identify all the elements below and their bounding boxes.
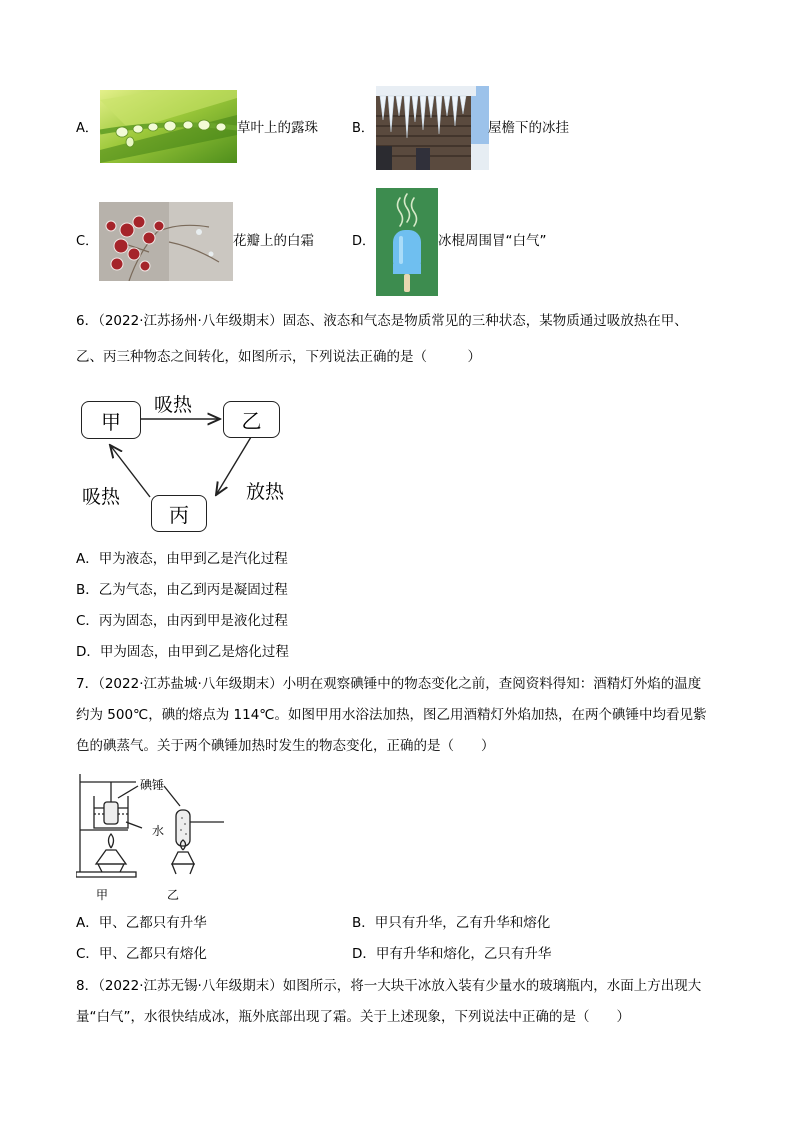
option-b: B．甲只有升华，乙有升华和熔化 bbox=[352, 915, 551, 931]
question-stem-line: 7．（2022·江苏盐城·八年级期末）小明在观察碘锤中的物态变化之前，查阅资料得知：酒精灯外焰的温度 bbox=[76, 676, 702, 692]
option-caption: 屋檐下的冰挂 bbox=[488, 120, 569, 136]
option-a: A．甲、乙都只有升华 bbox=[76, 915, 207, 931]
label-iodine-tube: 碘锤 bbox=[140, 778, 165, 792]
option-letter: C． bbox=[76, 234, 99, 249]
frost-on-petals-photo bbox=[99, 202, 233, 281]
option-caption: 草叶上的露珠 bbox=[237, 120, 318, 136]
state-node-bing: 丙 bbox=[151, 495, 207, 532]
state-node-jia: 甲 bbox=[81, 401, 141, 439]
option-letter: B． bbox=[352, 121, 374, 136]
dew-on-grass-photo bbox=[100, 90, 237, 163]
label-yi-to-bing: 放热 bbox=[246, 481, 285, 503]
question-stem-line: 量“白气”，水很快结成冰，瓶外底部出现了霜。关于上述现象，下列说法中正确的是（ ） bbox=[76, 1009, 630, 1025]
question-stem-line: 约为 500℃，碘的熔点为 114℃。如图甲用水浴法加热，图乙用酒精灯外焰加热，在两个碘锤中均看见紫 bbox=[76, 707, 707, 723]
question-stem-line: 8．（2022·江苏无锡·八年级期末）如图所示，将一大块干冰放入装有少量水的玻璃瓶内，水面上方出现大 bbox=[76, 978, 702, 994]
label-water: 水 bbox=[152, 824, 165, 838]
label-figure-yi: 乙 bbox=[167, 888, 180, 902]
popsicle-steam-illustration bbox=[376, 188, 438, 296]
label-figure-jia: 甲 bbox=[96, 888, 109, 902]
label-jia-to-yi: 吸热 bbox=[154, 394, 193, 416]
icicles-under-eaves-photo bbox=[376, 86, 489, 170]
option-c: C．丙为固态，由丙到甲是液化过程 bbox=[76, 613, 288, 629]
question-stem-line: 色的碘蒸气。关于两个碘锤加热时发生的物态变化，正确的是（ ） bbox=[76, 738, 495, 754]
question-stem-line: 6．（2022·江苏扬州·八年级期末）固态、液态和气态是物质常见的三种状态，某物质通过吸放热在甲、 bbox=[76, 313, 688, 329]
option-letter: A． bbox=[76, 121, 98, 136]
option-a: A．甲为液态，由甲到乙是汽化过程 bbox=[76, 551, 288, 567]
question-stem-line: 乙、丙三种物态之间转化，如图所示，下列说法正确的是（ ） bbox=[76, 349, 481, 365]
label-bing-to-jia: 吸热 bbox=[82, 486, 121, 508]
option-caption: 花瓣上的白霜 bbox=[233, 233, 314, 249]
option-d: D．甲为固态，由甲到乙是熔化过程 bbox=[76, 644, 289, 660]
option-b: B．乙为气态，由乙到丙是凝固过程 bbox=[76, 582, 288, 598]
option-d: D．甲有升华和熔化，乙只有升华 bbox=[352, 946, 552, 962]
state-node-yi: 乙 bbox=[223, 401, 280, 438]
option-caption: 冰棍周围冒“白气” bbox=[438, 233, 547, 249]
option-c: C．甲、乙都只有熔化 bbox=[76, 946, 207, 962]
option-letter: D． bbox=[352, 234, 376, 249]
